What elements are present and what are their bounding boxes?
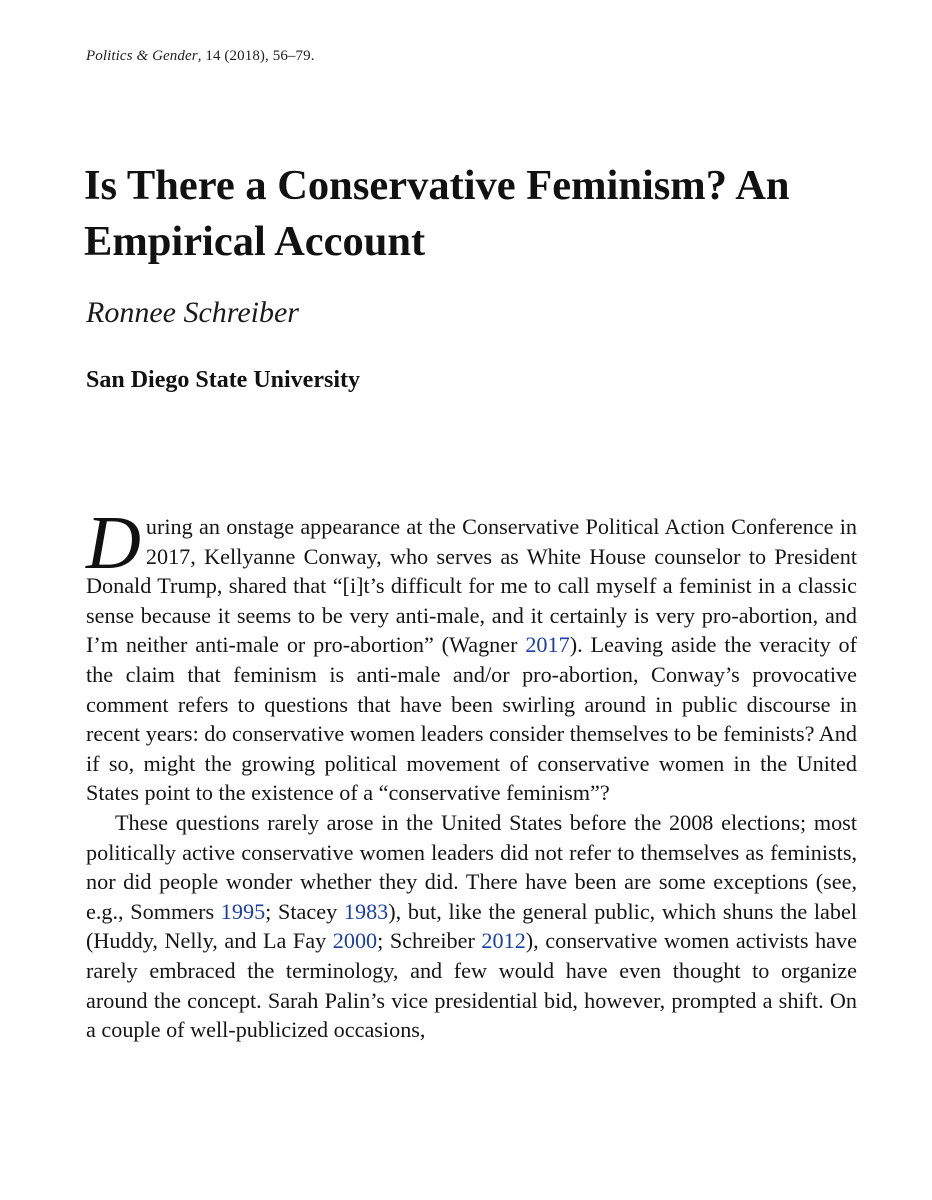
- paragraph-2-text-e: ), conservative women activists have rarely embraced the terminology, and few would have even thought to organize around the concept. Sarah Palin’s vice presidential bid, however, prompted a shift. On a couple of well-publicized occasions,: [86, 928, 857, 1043]
- paragraph-2-text-d: ; Schreiber: [377, 928, 482, 954]
- journal-citation: [86, 48, 315, 65]
- paragraph-2-text-b: ; Stacey: [265, 898, 344, 924]
- citation-link-stacey-1983[interactable]: 1983: [343, 898, 389, 924]
- article-title: Is There a Conservative Feminism? An Empirical Account: [84, 162, 790, 265]
- author-name: Ronnee Schreiber: [86, 296, 299, 329]
- paragraph-2: [86, 808, 857, 1045]
- article-body: [86, 501, 857, 1045]
- citation-link-sommers-1995[interactable]: 1995: [220, 898, 266, 924]
- citation-link-huddy-2000[interactable]: 2000: [332, 928, 378, 954]
- paragraph-1-text-a: uring an onstage appearance at the Conservative Political Action Conference in 2017, Kellyanne Conway, who serves as White House counselor to President Donald Trump, shared that “[i]t’s difficult for me to call myself a feminist in a classic sense because it seems to be very anti-male, and it certainly is very pro-abortion, and I’m neither anti-male or pro-abortion” (Wagner: [86, 514, 857, 658]
- volume-pages: , 14 (2018), 56–79.: [197, 48, 315, 64]
- paragraph-2-text-c: ), but, like the general public, which shuns the label (Huddy, Nelly, and La Fay: [86, 898, 857, 954]
- drop-cap: D: [86, 501, 141, 585]
- citation-link-wagner-2017[interactable]: 2017: [525, 632, 570, 658]
- paragraph-2-text-a: These questions rarely arose in the United States before the 2008 elections; most politically active conservative women leaders did not refer to themselves as feminists, nor did people wonder whether they did. There have been are some exceptions (see, e.g., Sommers: [86, 809, 857, 924]
- author-affiliation: San Diego State University: [86, 367, 360, 393]
- citation-link-schreiber-2012[interactable]: 2012: [481, 928, 526, 954]
- paragraph-1: [86, 501, 857, 808]
- journal-name: Politics & Gender: [86, 48, 198, 64]
- paragraph-1-text-b: ). Leaving aside the veracity of the claim that feminism is anti-male and/or pro-abortion, Conway’s provocative comment refers to questions that have been swirling around in public discourse in recent years: do conservative women leaders consider themselves to be feminists? And if so, might the growing political movement of conservative women in the United States point to the existence of a “conservative feminism”?: [86, 632, 857, 806]
